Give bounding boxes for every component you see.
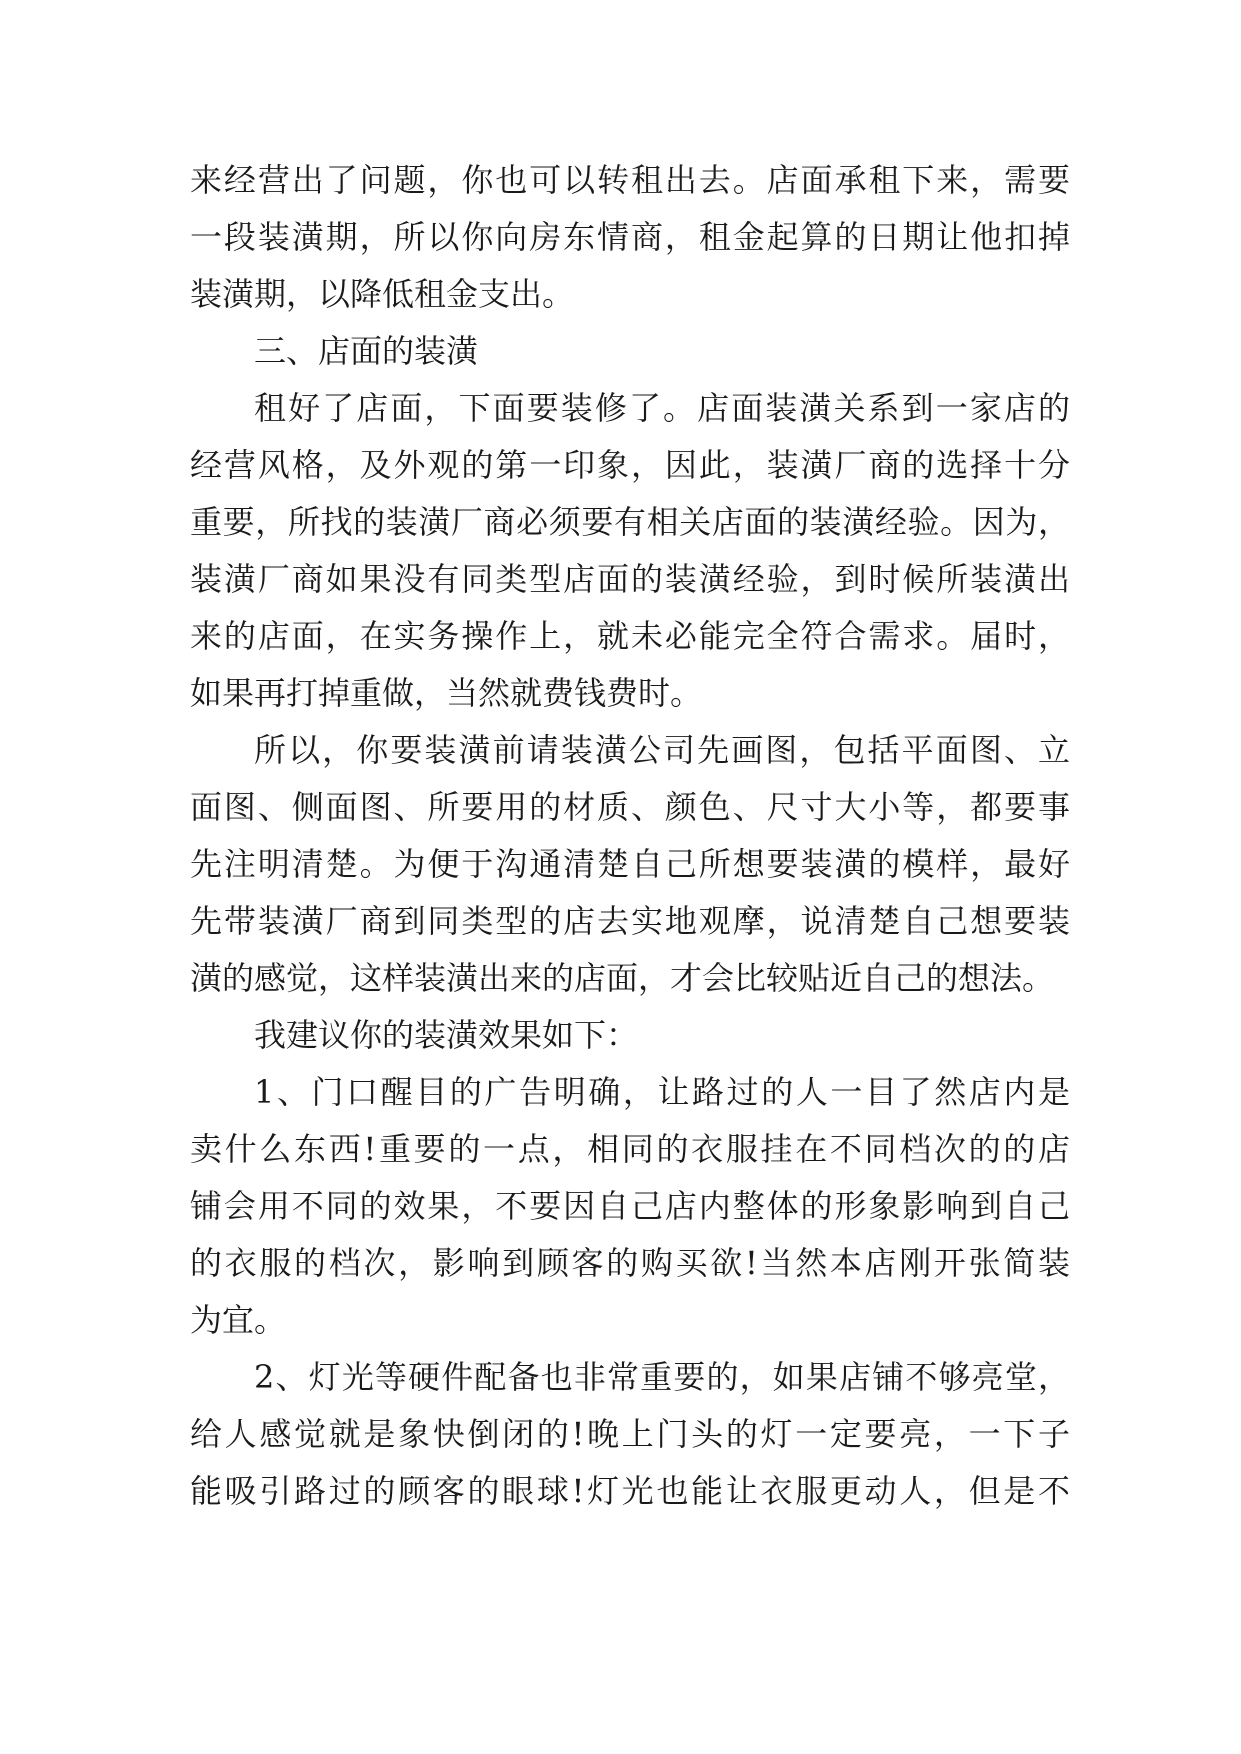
text-line: 来经营出了问题，你也可以转租出去。店面承租下来，需要 [190,161,1070,199]
text-line: 来的店面，在实务操作上，就未必能完全符合需求。届时， [190,617,1070,655]
text-line: 所以，你要装潢前请装潢公司先画图，包括平面图、立 [254,731,1070,769]
text-line: 装潢厂商如果没有同类型店面的装潢经验，到时候所装潢出 [190,560,1070,598]
text-line: 我建议你的装潢效果如下： [254,1016,639,1054]
text-line: 先注明清楚。为便于沟通清楚自己所想要装潢的模样，最好 [190,845,1070,883]
text-line: 给人感觉就是象快倒闭的!晚上门头的灯一定要亮，一下子 [190,1415,1070,1453]
text-line: 卖什么东西!重要的一点，相同的衣服挂在不同档次的的店 [190,1130,1070,1168]
text-line: 先带装潢厂商到同类型的店去实地观摩，说清楚自己想要装 [190,902,1070,940]
text-line: 一段装潢期，所以你向房东情商，租金起算的日期让他扣掉 [190,218,1070,256]
text-line: 铺会用不同的效果，不要因自己店内整体的形象影响到自己 [190,1187,1070,1225]
text-line: 潢的感觉，这样装潢出来的店面，才会比较贴近自己的想法。 [190,959,1055,997]
document-body [190,152,1070,1520]
list-item: 2、灯光等硬件配备也非常重要的，如果店铺不够亮堂， [254,1358,1070,1396]
list-item: 1、门口醒目的广告明确，让路过的人一目了然店内是 [254,1073,1070,1111]
text-line: 租好了店面，下面要装修了。店面装潢关系到一家店的 [254,389,1070,427]
text-line: 面图、侧面图、所要用的材质、颜色、尺寸大小等，都要事 [190,788,1070,826]
text-line: 经营风格，及外观的第一印象，因此，装潢厂商的选择十分 [190,446,1070,484]
text-line: 装潢期，以降低租金支出。 [190,275,575,313]
text-line: 如果再打掉重做，当然就费钱费时。 [190,674,703,712]
text-line: 的衣服的档次，影响到顾客的购买欲!当然本店刚开张简装 [190,1244,1070,1282]
text-line: 能吸引路过的顾客的眼球!灯光也能让衣服更动人，但是不 [190,1472,1070,1510]
section-heading: 三、店面的装潢 [254,332,479,370]
text-line: 重要，所找的装潢厂商必须要有相关店面的装潢经验。因为， [190,503,1070,541]
text-line: 为宜。 [190,1301,287,1339]
